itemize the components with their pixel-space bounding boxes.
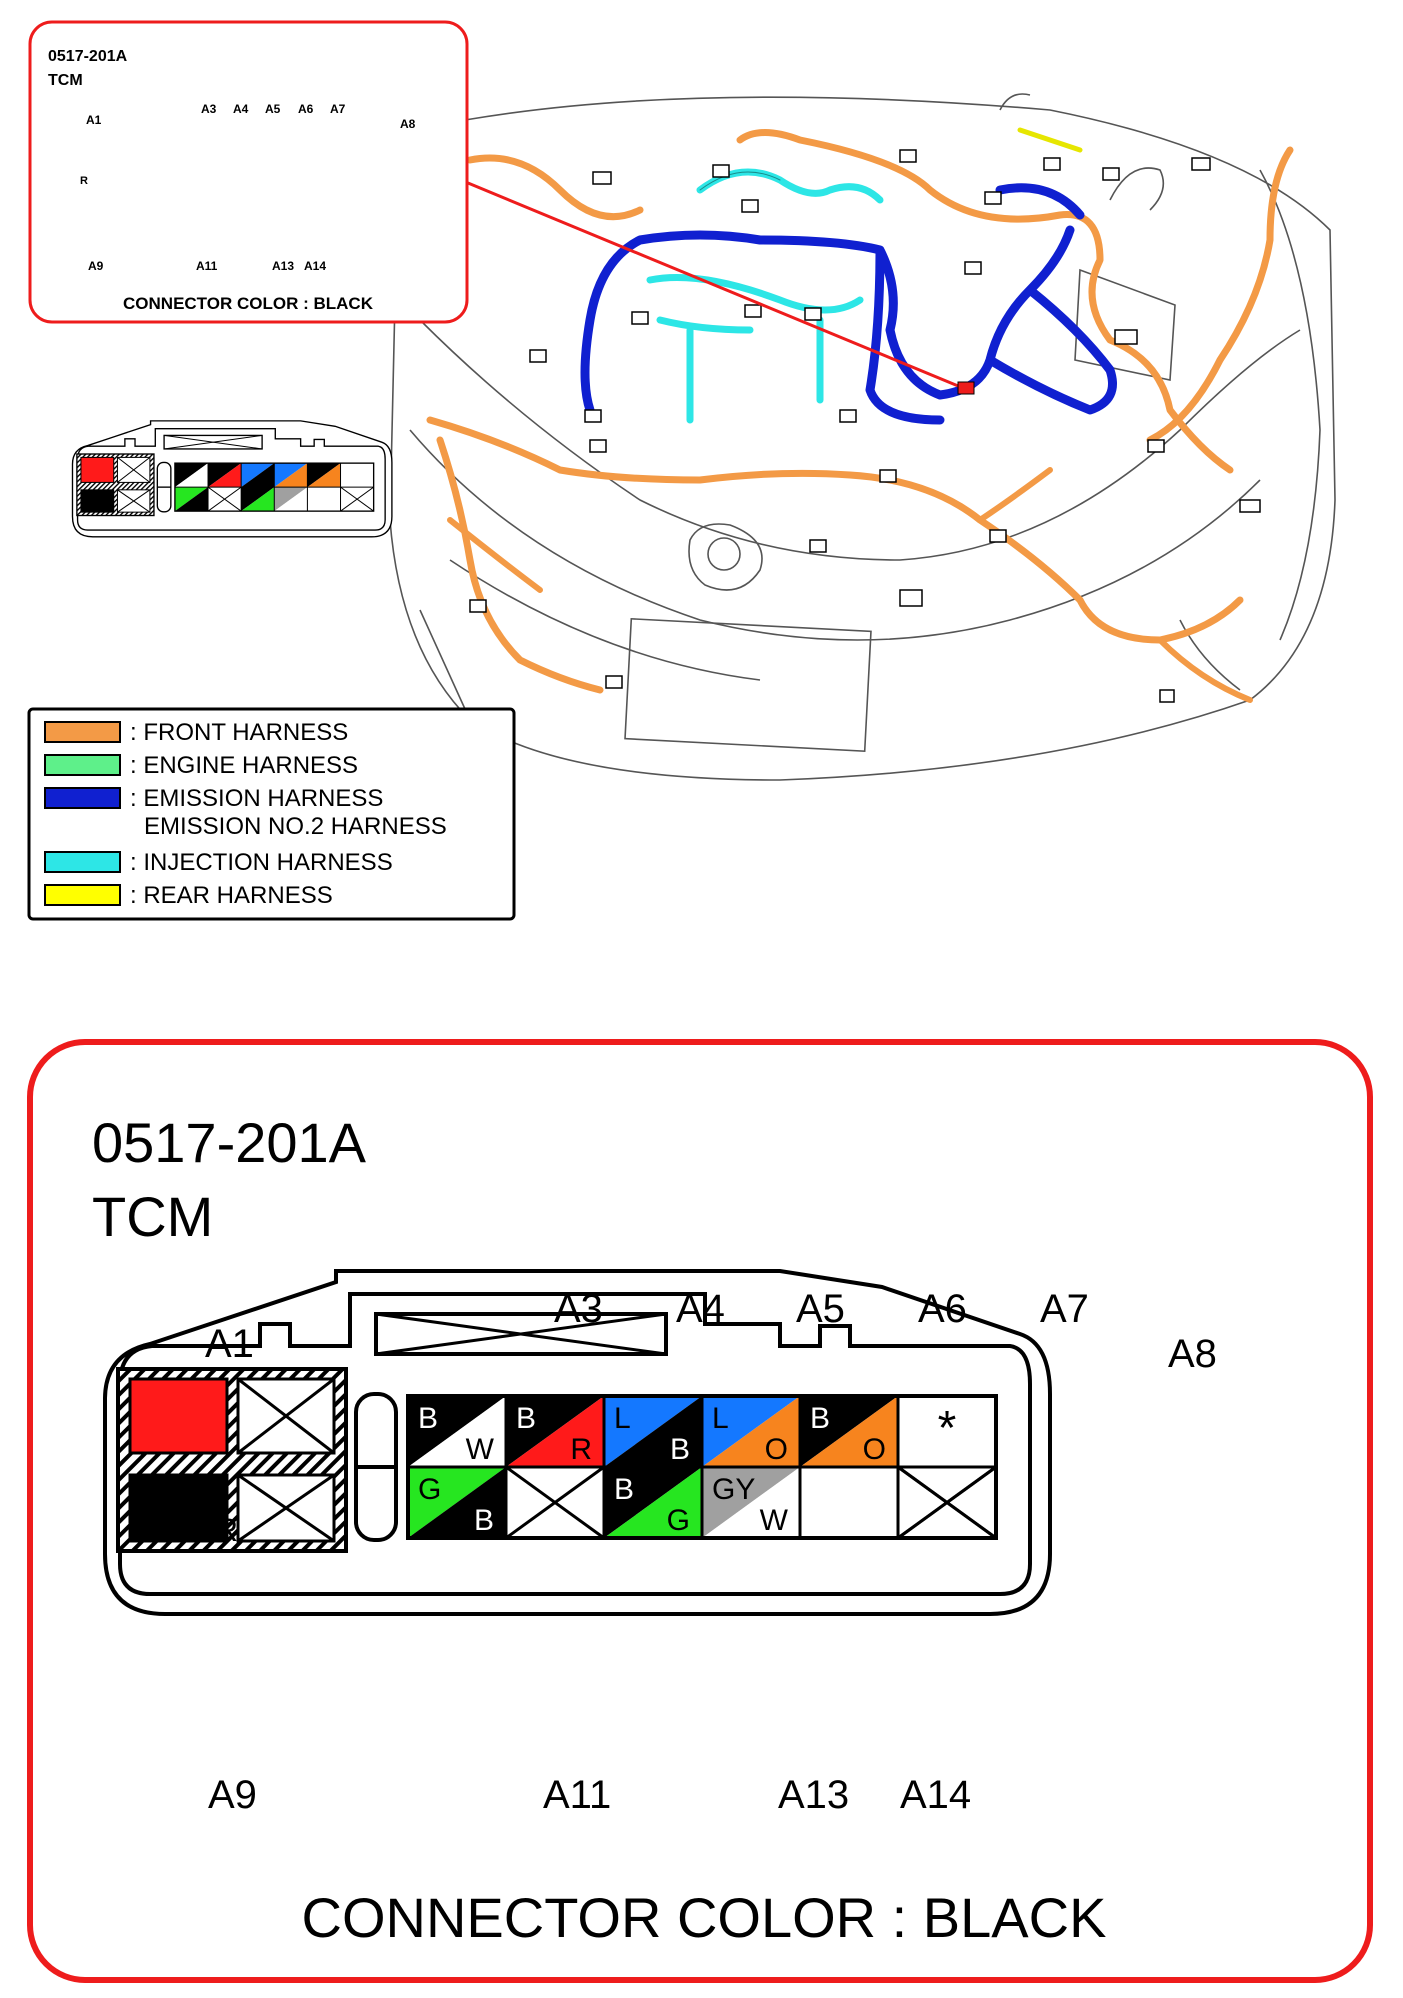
svg-text:A4: A4: [233, 102, 249, 116]
svg-text:A13: A13: [272, 259, 295, 273]
pin-base-color: L: [712, 1402, 729, 1435]
pin-stripe-color: O: [764, 1433, 788, 1466]
legend-swatch-0: [45, 722, 120, 742]
svg-text:R: R: [80, 175, 88, 187]
rear-harness: [1020, 130, 1080, 150]
connector-callout-large: [30, 1042, 1370, 1980]
pin-label-a6: A6: [918, 1287, 967, 1331]
harness-legend: [29, 709, 514, 919]
legend-label-0: : FRONT HARNESS: [130, 719, 349, 746]
small-connector-code: 0517-201A: [48, 48, 128, 65]
pin-code-a1: R: [215, 1512, 239, 1548]
svg-text:A14: A14: [304, 259, 327, 273]
legend-label-1: : ENGINE HARNESS: [130, 752, 359, 779]
legend-label-2-line2: EMISSION NO.2 HARNESS: [144, 813, 447, 840]
legend-swatch-1: [45, 755, 120, 775]
legend-label-2: : EMISSION HARNESS: [130, 785, 384, 812]
pin-stripe-color: W: [465, 1433, 494, 1466]
legend-label-4: : REAR HARNESS: [130, 882, 333, 909]
svg-text:A9: A9: [88, 259, 104, 273]
svg-text:A8: A8: [400, 117, 416, 131]
pin-base-color: L: [614, 1402, 631, 1435]
pin-label-a13: A13: [778, 1773, 850, 1817]
pin-stripe-color: O: [862, 1433, 886, 1466]
pin-label-a1: A1: [205, 1322, 254, 1366]
legend-label-3: : INJECTION HARNESS: [130, 849, 393, 876]
svg-text:A6: A6: [298, 102, 314, 116]
svg-text:A11: A11: [196, 259, 218, 273]
pin-stripe-color: W: [759, 1504, 788, 1537]
svg-text:A1: A1: [86, 113, 102, 127]
pin-base-color: GY: [712, 1473, 756, 1506]
connector-name: TCM: [92, 1185, 214, 1248]
legend-swatch-3: [45, 852, 120, 872]
pin-stripe-color: B: [669, 1433, 690, 1466]
injection-harness: [650, 172, 880, 420]
pin-base-color: B: [810, 1402, 831, 1435]
connector-callout-small: [30, 22, 467, 537]
pin-label-a14: A14: [900, 1773, 972, 1817]
pin-stripe-color: B: [473, 1504, 494, 1537]
pin-label-a11: A11: [543, 1773, 612, 1817]
svg-text:B: B: [80, 213, 88, 225]
pin-label-a7: A7: [1040, 1287, 1089, 1331]
pin-label-a5: A5: [796, 1287, 845, 1331]
pin-code-a9: B: [212, 1634, 234, 1670]
pin-label-a3: A3: [554, 1287, 603, 1331]
connector-code: 0517-201A: [92, 1111, 367, 1174]
front-harness: [430, 133, 1290, 691]
svg-text:A7: A7: [330, 102, 346, 116]
harness-lines: [430, 130, 1290, 700]
legend-swatch-4: [45, 885, 120, 905]
tcm-connector-marker: [958, 382, 974, 394]
small-connector-color-note: CONNECTOR COLOR : BLACK: [123, 294, 373, 313]
connector-color-note: CONNECTOR COLOR : BLACK: [301, 1886, 1107, 1949]
svg-text:A5: A5: [265, 102, 281, 116]
pin-label-a9: A9: [208, 1773, 257, 1817]
pin-stripe-color: R: [570, 1433, 592, 1466]
pin-base-color: G: [418, 1473, 442, 1506]
pin-label-a4: A4: [676, 1287, 725, 1331]
pin-label-a8: A8: [1168, 1332, 1217, 1376]
pin-base-color: B: [418, 1402, 439, 1435]
small-connector-name: TCM: [48, 72, 83, 89]
pin-base-color: B: [614, 1473, 635, 1506]
svg-text:A3: A3: [201, 102, 217, 116]
pin-stripe-color: G: [666, 1504, 690, 1537]
pin-mark-asterisk: *: [937, 1402, 957, 1455]
pin-base-color: B: [516, 1402, 537, 1435]
legend-swatch-2: [45, 788, 120, 808]
